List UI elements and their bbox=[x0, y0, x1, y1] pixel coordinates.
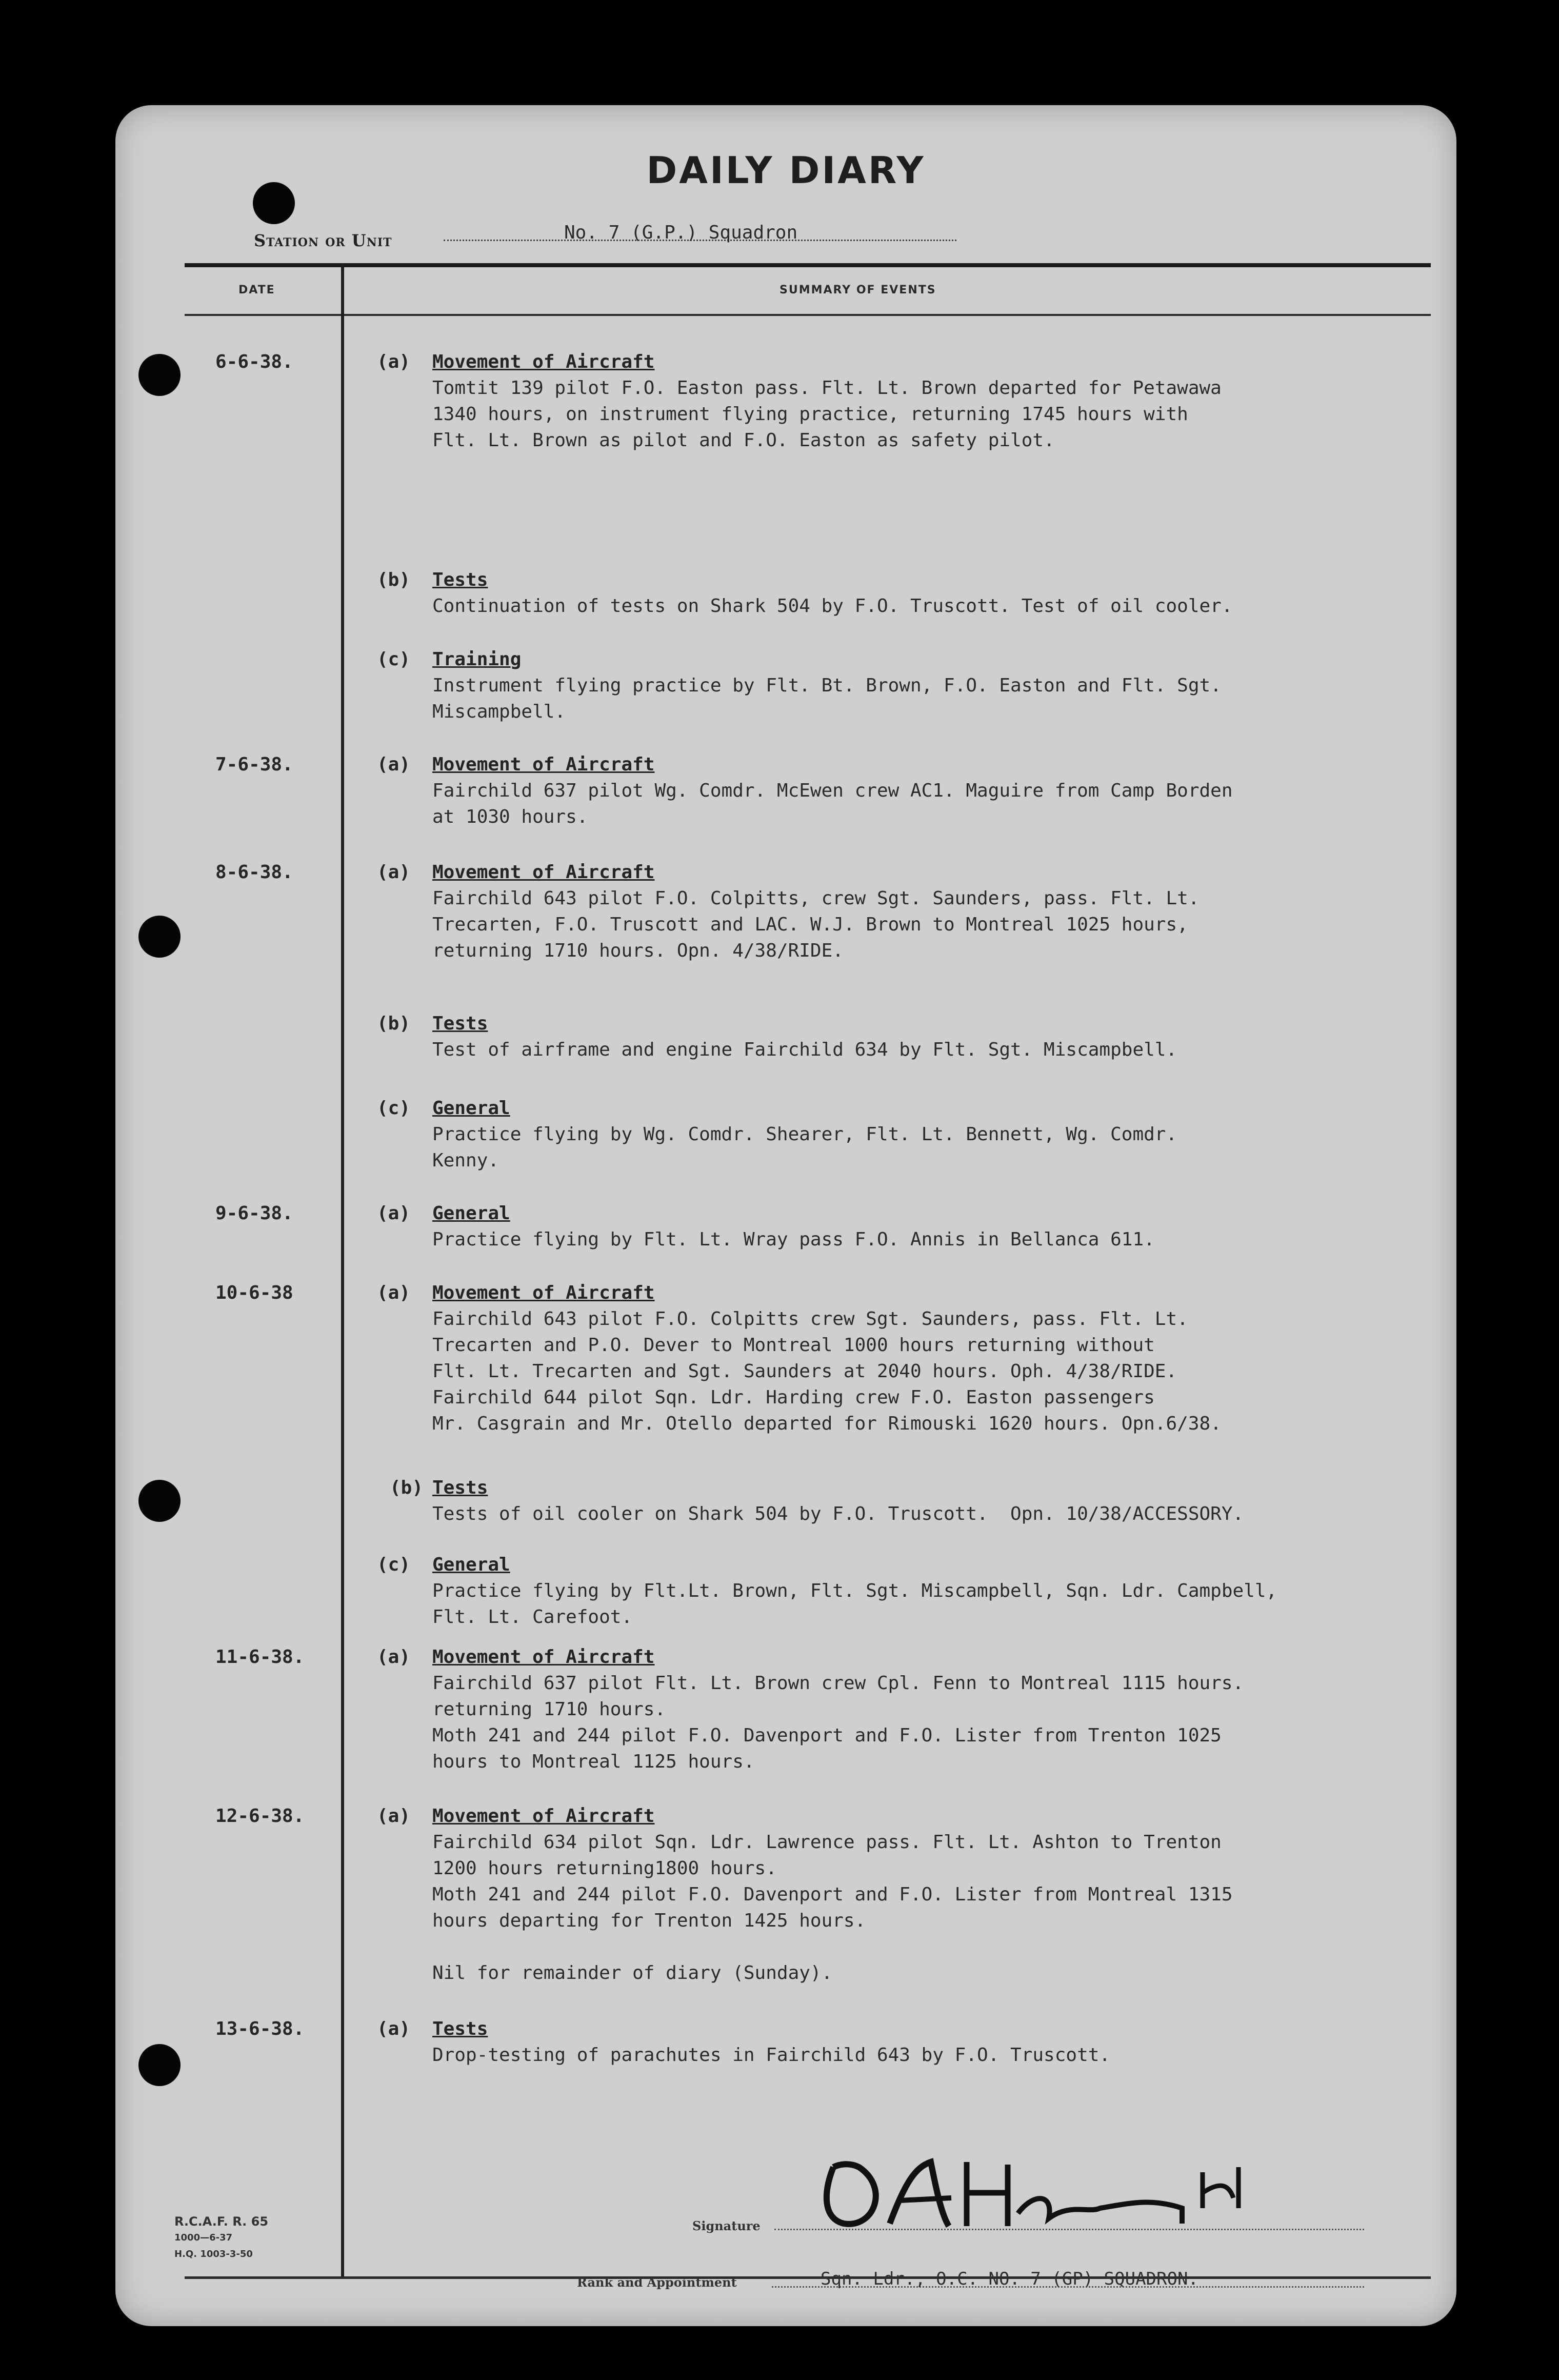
entry-line: Flt. Lt. Trecarten and Sgt. Saunders at 2040 hours. Oph. 4/38/RIDE. bbox=[432, 1361, 1177, 1382]
entry-line: Test of airframe and engine Fairchild 634 by Flt. Sgt. Miscampbell. bbox=[432, 1039, 1177, 1060]
entry-heading: General bbox=[432, 1203, 510, 1224]
entry-heading: Movement of Aircraft bbox=[432, 862, 655, 883]
entry-line: Fairchild 643 pilot F.O. Colpitts, crew Sgt. Saunders, pass. Flt. Lt. bbox=[432, 888, 1200, 909]
entry-label: (a) bbox=[377, 2018, 411, 2039]
entry-line: at 1030 hours. bbox=[432, 806, 588, 827]
entry-line: 1200 hours returning1800 hours. bbox=[432, 1858, 777, 1879]
entry-line: Practice flying by Wg. Comdr. Shearer, Flt. Lt. Bennett, Wg. Comdr. bbox=[432, 1124, 1177, 1145]
entry-heading: Tests bbox=[432, 569, 488, 590]
form-identifier bbox=[174, 2213, 268, 2263]
entry-line: Miscampbell. bbox=[432, 701, 566, 722]
entry-label: (b) bbox=[377, 1013, 411, 1034]
entry-heading: General bbox=[432, 1554, 510, 1575]
punch-hole bbox=[138, 1480, 181, 1522]
entry-line: returning 1710 hours. bbox=[432, 1699, 666, 1720]
diary-page bbox=[115, 105, 1456, 2326]
entry-label: (a) bbox=[377, 1647, 411, 1668]
entry-heading: Tests bbox=[432, 1013, 488, 1034]
entry-line: Trecarten, F.O. Truscott and LAC. W.J. Brown to Montreal 1025 hours, bbox=[432, 914, 1188, 935]
entry-line: Instrument flying practice by Flt. Bt. Brown, F.O. Easton and Flt. Sgt. bbox=[432, 675, 1222, 696]
entry-date: 6-6-38. bbox=[215, 351, 293, 372]
entry-label: (c) bbox=[377, 649, 411, 670]
entry-heading: Movement of Aircraft bbox=[432, 1806, 655, 1827]
entry-date: 9-6-38. bbox=[215, 1203, 293, 1224]
column-separator bbox=[341, 263, 344, 2279]
entry-line: Fairchild 643 pilot F.O. Colpitts crew Sgt. Saunders, pass. Flt. Lt. bbox=[432, 1308, 1188, 1330]
form-line: 1000—6-37 bbox=[174, 2232, 233, 2243]
punch-hole bbox=[138, 2044, 181, 2086]
entry-heading: General bbox=[432, 1098, 510, 1119]
entry-heading: Movement of Aircraft bbox=[432, 351, 655, 372]
entry-line: Fairchild 637 pilot Flt. Lt. Brown crew Cpl. Fenn to Montreal 1115 hours. bbox=[432, 1673, 1244, 1694]
entry-line: Moth 241 and 244 pilot F.O. Davenport and F.O. Lister from Trenton 1025 bbox=[432, 1725, 1222, 1746]
entry-label: (a) bbox=[377, 1282, 411, 1303]
entry-line: Fairchild 644 pilot Sqn. Ldr. Harding crew F.O. Easton passengers bbox=[432, 1387, 1155, 1408]
column-header-rule bbox=[185, 314, 1431, 316]
station-label: Station or Unit bbox=[254, 231, 392, 250]
entry-line: Practice flying by Flt. Lt. Wray pass F.O. Annis in Bellanca 611. bbox=[432, 1229, 1155, 1250]
entry-line: returning 1710 hours. Opn. 4/38/RIDE. bbox=[432, 940, 844, 961]
entry-line: Trecarten and P.O. Dever to Montreal 1000 hours returning without bbox=[432, 1335, 1155, 1356]
entry-date: 11-6-38. bbox=[215, 1647, 305, 1668]
entry-line: Nil for remainder of diary (Sunday). bbox=[432, 1962, 833, 1984]
entry-line: Tomtit 139 pilot F.O. Easton pass. Flt. Lt. Brown departed for Petawawa bbox=[432, 378, 1222, 399]
entry-heading: Movement of Aircraft bbox=[432, 754, 655, 775]
entry-line: Fairchild 637 pilot Wg. Comdr. McEwen crew AC1. Maguire from Camp Borden bbox=[432, 780, 1233, 801]
form-line: R.C.A.F. R. 65 bbox=[174, 2214, 269, 2229]
entry-label: (a) bbox=[377, 754, 411, 775]
entry-label: (a) bbox=[377, 351, 411, 372]
rank-appointment-label: Rank and Appointment bbox=[577, 2275, 737, 2290]
entry-date: 7-6-38. bbox=[215, 754, 293, 775]
entry-heading: Tests bbox=[432, 1477, 488, 1498]
entry-line: Flt. Lt. Brown as pilot and F.O. Easton as safety pilot. bbox=[432, 430, 1055, 451]
entry-line: Mr. Casgrain and Mr. Otello departed for Rimouski 1620 hours. Opn.6/38. bbox=[432, 1413, 1222, 1434]
form-line: H.Q. 1003-3-50 bbox=[174, 2249, 253, 2259]
column-header-date: DATE bbox=[238, 284, 275, 296]
entry-line: Tests of oil cooler on Shark 504 by F.O. Truscott. Opn. 10/38/ACCESSORY. bbox=[432, 1503, 1244, 1524]
entry-line: Fairchild 634 pilot Sqn. Ldr. Lawrence pass. Flt. Lt. Ashton to Trenton bbox=[432, 1832, 1222, 1853]
entry-heading: Tests bbox=[432, 2018, 488, 2039]
punch-hole bbox=[138, 916, 181, 958]
entry-date: 12-6-38. bbox=[215, 1806, 305, 1827]
signature-label: Signature bbox=[692, 2218, 761, 2233]
entry-date: 8-6-38. bbox=[215, 862, 293, 883]
entry-label: (a) bbox=[377, 1203, 411, 1224]
entry-heading: Training bbox=[432, 649, 522, 670]
punch-hole bbox=[138, 354, 181, 396]
entry-heading: Movement of Aircraft bbox=[432, 1282, 655, 1303]
footer-rule bbox=[185, 2276, 1431, 2279]
entry-label: (b) bbox=[390, 1477, 424, 1498]
entry-date: 10-6-38 bbox=[215, 1282, 293, 1303]
entry-line: Moth 241 and 244 pilot F.O. Davenport and F.O. Lister from Montreal 1315 bbox=[432, 1884, 1233, 1905]
entry-label: (b) bbox=[377, 569, 411, 590]
entry-label: (c) bbox=[377, 1098, 411, 1119]
entry-line: Continuation of tests on Shark 504 by F.O. Truscott. Test of oil cooler. bbox=[432, 596, 1233, 617]
entry-label: (a) bbox=[377, 1806, 411, 1827]
entry-line: hours to Montreal 1125 hours. bbox=[432, 1751, 755, 1772]
entry-date: 13-6-38. bbox=[215, 2018, 305, 2039]
entry-line: hours departing for Trenton 1425 hours. bbox=[432, 1910, 866, 1931]
station-value: No. 7 (G.P.) Squadron bbox=[564, 222, 798, 243]
entry-line: Drop-testing of parachutes in Fairchild 643 by F.O. Truscott. bbox=[432, 2045, 1111, 2066]
rank-appointment-value: Sqn. Ldr., O.C. NO. 7 (GP) SQUADRON. bbox=[821, 2269, 1198, 2289]
entry-line: Flt. Lt. Carefoot. bbox=[432, 1607, 633, 1628]
entry-line: 1340 hours, on instrument flying practice, returning 1745 hours with bbox=[432, 404, 1188, 425]
header-rule bbox=[185, 263, 1431, 267]
entry-label: (c) bbox=[377, 1554, 411, 1575]
entry-label: (a) bbox=[377, 862, 411, 883]
entry-line: Practice flying by Flt.Lt. Brown, Flt. Sgt. Miscampbell, Sqn. Ldr. Campbell, bbox=[432, 1580, 1277, 1601]
page-title: DAILY DIARY bbox=[646, 149, 926, 192]
entry-line: Kenny. bbox=[432, 1150, 499, 1171]
entry-heading: Movement of Aircraft bbox=[432, 1647, 655, 1668]
handwritten-signature bbox=[813, 2152, 1326, 2239]
column-header-summary: SUMMARY OF EVENTS bbox=[780, 284, 936, 296]
